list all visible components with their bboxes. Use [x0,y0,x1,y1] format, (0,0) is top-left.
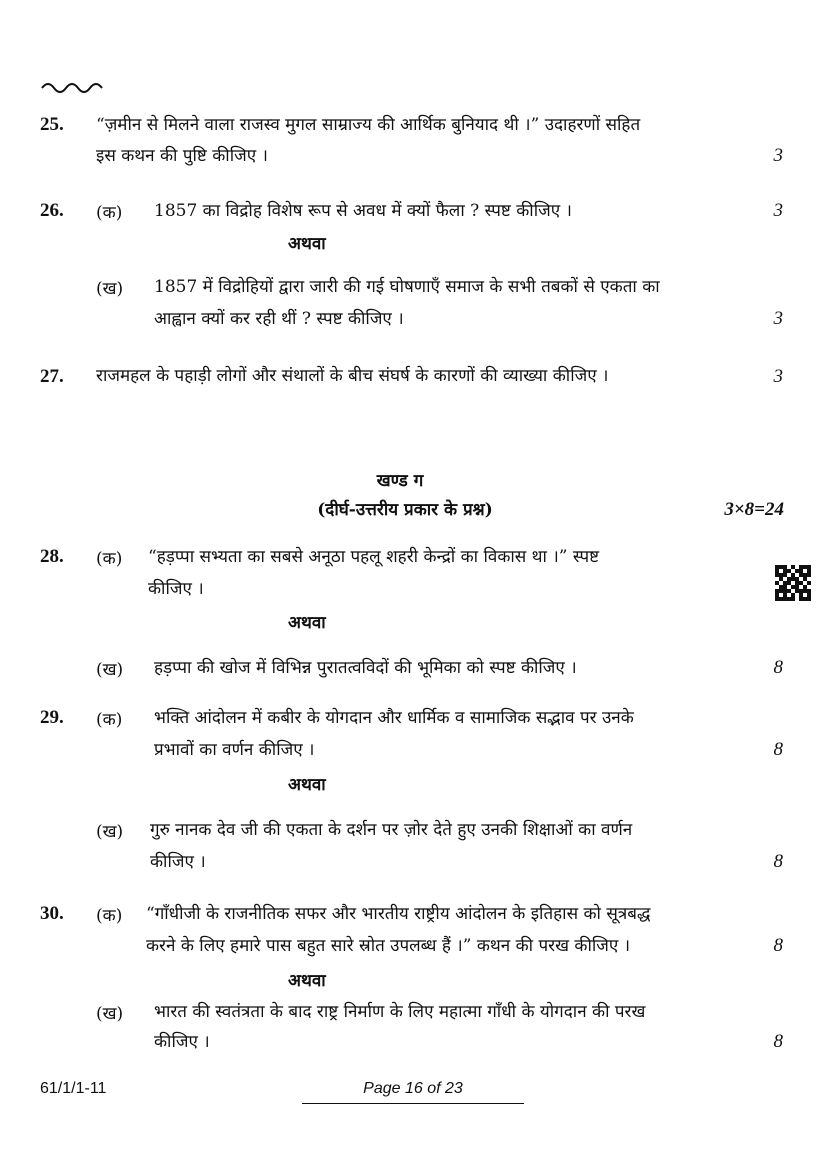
question-number-26: 26. [40,200,64,221]
question-28-option-a-label: (क) [96,549,123,569]
question-28-option-b-text: हड़प्पा की खोज में विभिन्न पुरातत्वविदों की भूमिका को स्पष्ट कीजिए । [154,658,577,678]
question-28-option-a-line1: “हड़प्पा सभ्यता का सबसे अनूठा पहलू शहरी केन्द्रों का विकास था ।” स्पष्ट [148,547,600,567]
page-number: Page 16 of 23 [363,1080,463,1097]
question-30-option-a-label: (क) [96,906,123,926]
question-25-marks: 3 [773,145,783,166]
footer-divider [302,1103,524,1104]
question-30-option-b-label: (ख) [96,1004,124,1024]
question-29-option-b-label: (ख) [96,822,124,842]
question-30-option-b-line2: कीजिए । [154,1032,210,1052]
question-30-option-a-line2: करने के लिए हमारे पास बहुत सारे स्रोत उपलब्ध हैं ।” कथन की परख कीजिए । [146,936,631,956]
question-number-25: 25. [40,114,64,135]
question-30-option-b-line1: भारत की स्वतंत्रता के बाद राष्ट्र निर्माण के लिए महात्मा गाँधी के योगदान की परख [154,1002,646,1022]
question-29-or: अथवा [288,775,326,795]
section-title: खण्ड ग [376,471,424,491]
question-30-option-a-line1: “गाँधीजी के राजनीतिक सफर और भारतीय राष्ट्रीय आंदोलन के इतिहास को सूत्रबद्ध [146,904,651,924]
question-29-option-b-line1: गुरु नानक देव जी की एकता के दर्शन पर ज़ोर देते हुए उनकी शिक्षाओं का वर्णन [150,820,633,840]
question-26-option-b-label: (ख) [96,279,124,299]
question-25-line1: “ज़मीन से मिलने वाला राजस्व मुगल साम्राज्य की आर्थिक बुनियाद थी ।” उदाहरणों सहित [96,115,641,135]
question-26-option-b-line1: 1857 में विद्रोहियों द्वारा जारी की गई घोषणाएँ समाज के सभी तबकों से एकता का [154,277,660,297]
question-28-option-a-line2: कीजिए । [148,579,204,599]
question-28-option-b-label: (ख) [96,660,124,680]
question-29-option-a-marks: 8 [773,739,783,760]
question-30-or: अथवा [288,971,326,991]
question-26-option-b-marks: 3 [773,308,783,329]
question-number-29: 29. [40,707,64,728]
section-marks: 3×8=24 [724,499,784,520]
question-29-option-b-line2: कीजिए । [150,852,206,872]
qr-code-icon [775,565,811,601]
wave-ornament-icon [40,78,108,96]
question-28-option-b-marks: 8 [773,657,783,678]
question-27-text: राजमहल के पहाड़ी लोगों और संथालों के बीच संघर्ष के कारणों की व्याख्या कीजिए । [96,366,609,386]
question-number-27: 27. [40,366,64,387]
question-29-option-b-marks: 8 [773,851,783,872]
question-26-option-a-text: 1857 का विद्रोह विशेष रूप से अवध में क्यों फैला ? स्पष्ट कीजिए । [154,201,572,221]
question-26-or: अथवा [288,234,326,254]
question-number-30: 30. [40,903,64,924]
question-29-option-a-label: (क) [96,710,123,730]
question-25-line2: इस कथन की पुष्टि कीजिए । [96,146,268,166]
question-28-or: अथवा [288,613,326,633]
question-29-option-a-line2: प्रभावों का वर्णन कीजिए । [154,740,315,760]
question-26-option-b-line2: आह्वान क्यों कर रही थीं ? स्पष्ट कीजिए । [154,309,404,329]
question-number-28: 28. [40,546,64,567]
paper-code: 61/1/1-11 [40,1080,107,1097]
question-30-option-b-marks: 8 [773,1031,783,1052]
question-27-marks: 3 [773,366,783,387]
question-29-option-a-line1: भक्ति आंदोलन में कबीर के योगदान और धार्मिक व सामाजिक सद्भाव पर उनके [154,708,634,728]
section-subtitle: (दीर्घ-उत्तरीय प्रकार के प्रश्न) [317,500,493,520]
question-30-option-a-marks: 8 [773,935,783,956]
question-26-option-a-label: (क) [96,203,123,223]
question-26-option-a-marks: 3 [773,200,783,221]
